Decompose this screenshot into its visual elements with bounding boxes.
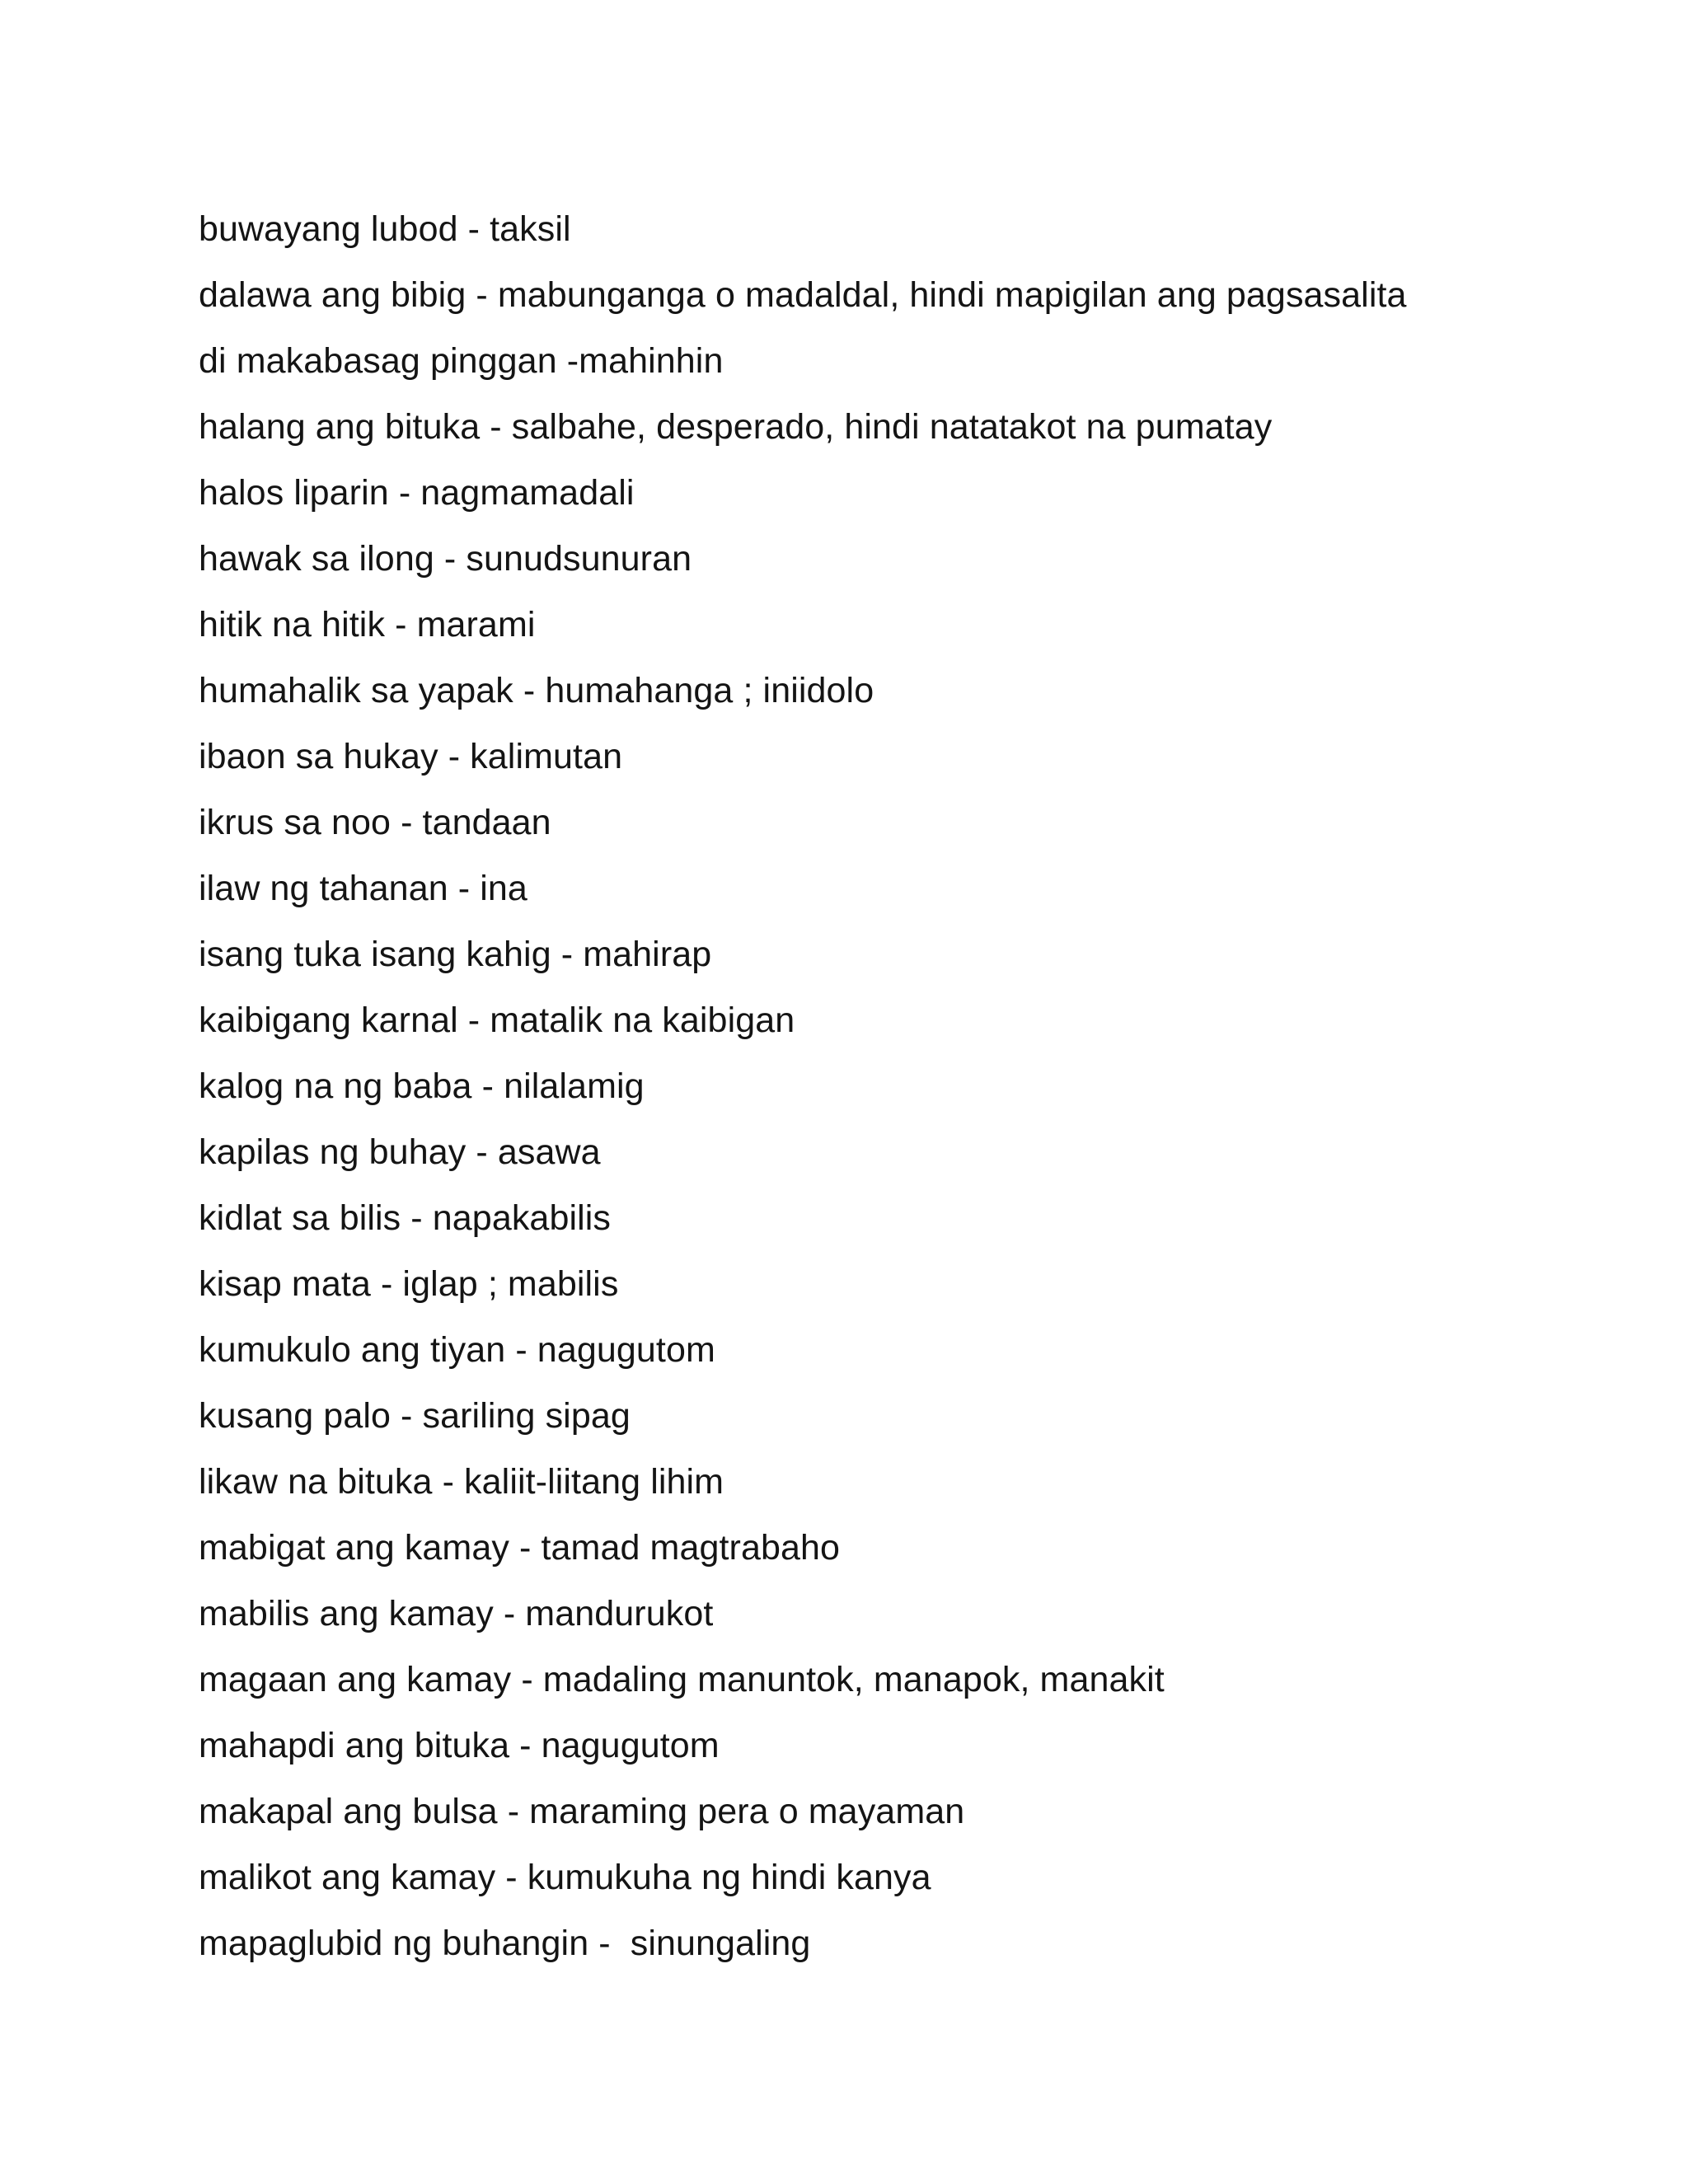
idiom-line: makapal ang bulsa - maraming pera o mayaman	[199, 1792, 965, 1831]
idiom-line: hawak sa ilong - sunudsunuran	[199, 539, 692, 579]
idiom-line: malikot ang kamay - kumukuha ng hindi kanya	[199, 1858, 931, 1897]
idiom-line: isang tuka isang kahig - mahirap	[199, 935, 712, 974]
idiom-line: mahapdi ang bituka - nagugutom	[199, 1726, 720, 1765]
idiom-line: buwayang lubod - taksil	[199, 209, 571, 249]
idiom-line: halang ang bituka - salbahe, desperado, hindi natatakot na pumatay	[199, 407, 1273, 447]
idiom-line: kisap mata - iglap ; mabilis	[199, 1264, 619, 1304]
idiom-line: ikrus sa noo - tandaan	[199, 803, 551, 842]
idiom-line: hitik na hitik - marami	[199, 605, 536, 644]
idiom-line: kalog na ng baba - nilalamig	[199, 1066, 645, 1106]
idiom-line: humahalik sa yapak - humahanga ; iniidolo	[199, 671, 874, 710]
idiom-line: di makabasag pinggan -mahinhin	[199, 341, 724, 381]
idiom-line: dalawa ang bibig - mabunganga o madaldal, hindi mapigilan ang pagsasalita	[199, 275, 1407, 315]
idiom-line: mabilis ang kamay - mandurukot	[199, 1594, 714, 1633]
idiom-line: kusang palo - sariling sipag	[199, 1396, 631, 1436]
idiom-line: kumukulo ang tiyan - nagugutom	[199, 1330, 715, 1370]
idiom-line: ibaon sa hukay - kalimutan	[199, 737, 623, 776]
idiom-line: kidlat sa bilis - napakabilis	[199, 1198, 612, 1238]
idiom-line: kapilas ng buhay - asawa	[199, 1132, 601, 1172]
idiom-list	[199, 196, 1600, 1976]
idiom-line: magaan ang kamay - madaling manuntok, manapok, manakit	[199, 1660, 1165, 1699]
idiom-line: kaibigang karnal - matalik na kaibigan	[199, 1001, 795, 1040]
idiom-line: mapaglubid ng buhangin - sinungaling	[199, 1924, 811, 1963]
idiom-line: mabigat ang kamay - tamad magtrabaho	[199, 1528, 841, 1568]
idiom-line: ilaw ng tahanan - ina	[199, 869, 528, 908]
idiom-line: halos liparin - nagmamadali	[199, 473, 635, 513]
idiom-line: likaw na bituka - kaliit-liitang lihim	[199, 1462, 724, 1502]
